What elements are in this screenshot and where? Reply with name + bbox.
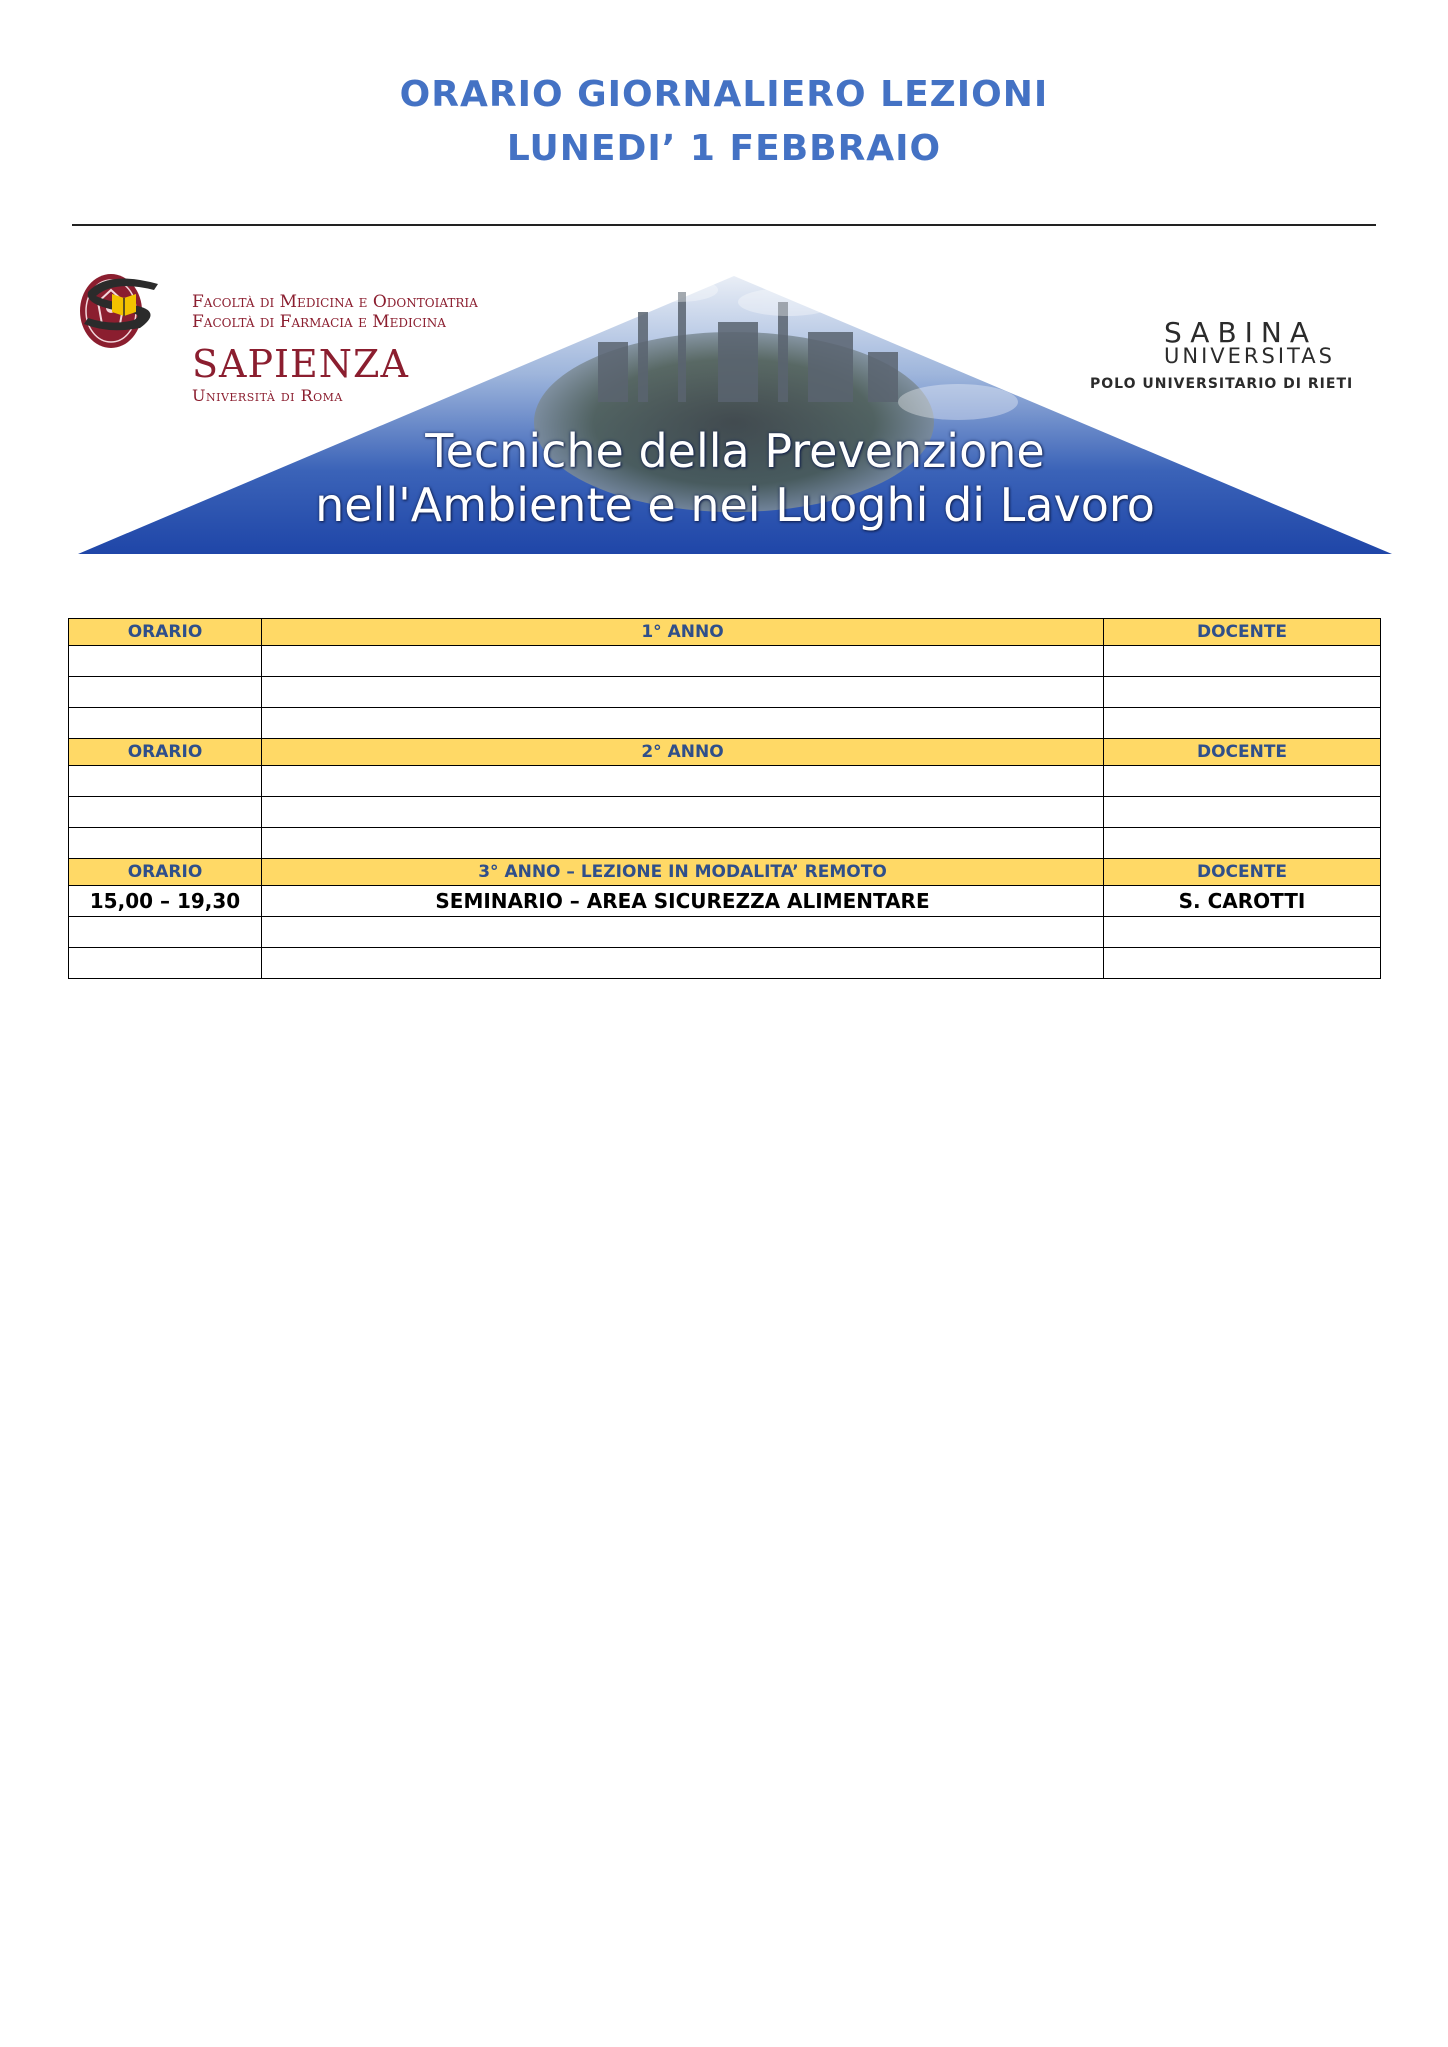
cell-teacher: S. CAROTTI — [1104, 886, 1381, 917]
table-row — [69, 886, 1381, 917]
cell-teacher — [1104, 917, 1381, 948]
cell-time — [69, 646, 262, 677]
header-teacher: DOCENTE — [1104, 859, 1381, 886]
cell-subject — [262, 766, 1104, 797]
cell-teacher — [1104, 828, 1381, 859]
section-header-year-2 — [69, 739, 1381, 766]
section-header-year-3 — [69, 859, 1381, 886]
cell-time — [69, 797, 262, 828]
course-banner — [78, 272, 1392, 554]
cell-teacher — [1104, 677, 1381, 708]
header-time: ORARIO — [69, 859, 262, 886]
table-row — [69, 708, 1381, 739]
cell-subject — [262, 708, 1104, 739]
schedule-table — [68, 618, 1381, 979]
header-teacher: DOCENTE — [1104, 739, 1381, 766]
cell-time: 15,00 – 19,30 — [69, 886, 262, 917]
cell-subject — [262, 917, 1104, 948]
cell-subject: SEMINARIO – AREA SICUREZZA ALIMENTARE — [262, 886, 1104, 917]
cell-time — [69, 828, 262, 859]
header-year: 1° ANNO — [262, 619, 1104, 646]
table-row — [69, 677, 1381, 708]
header-year: 2° ANNO — [262, 739, 1104, 766]
cell-subject — [262, 677, 1104, 708]
cell-time — [69, 677, 262, 708]
table-row — [69, 917, 1381, 948]
cell-time — [69, 708, 262, 739]
faculty-line-1: Facoltà di Medicina e Odontoiatria — [192, 292, 478, 312]
table-row — [69, 828, 1381, 859]
cell-teacher — [1104, 646, 1381, 677]
cell-teacher — [1104, 708, 1381, 739]
page-title: ORARIO GIORNALIERO LEZIONI — [399, 74, 1049, 115]
sabina-tagline: POLO UNIVERSITARIO DI RIETI — [1090, 376, 1354, 392]
cell-subject — [262, 948, 1104, 979]
cell-subject — [262, 797, 1104, 828]
sapienza-logo-text: SAPIENZA — [192, 342, 409, 386]
cell-teacher — [1104, 948, 1381, 979]
sabina-logo-text: SABINA — [1164, 316, 1318, 349]
cell-teacher — [1104, 797, 1381, 828]
cell-time — [69, 917, 262, 948]
course-title-line-2: nell'Ambiente e nei Luoghi di Lavoro — [315, 478, 1155, 532]
sabina-book-icon — [78, 272, 168, 332]
faculty-line-2: Facoltà di Farmacia e Medicina — [192, 312, 446, 332]
table-row — [69, 766, 1381, 797]
divider-line — [72, 224, 1376, 226]
header-time: ORARIO — [69, 619, 262, 646]
table-row — [69, 646, 1381, 677]
course-title-line-1: Tecniche della Prevenzione — [425, 424, 1045, 478]
section-header-year-1 — [69, 619, 1381, 646]
cell-subject — [262, 646, 1104, 677]
cell-time — [69, 766, 262, 797]
cell-teacher — [1104, 766, 1381, 797]
sabina-subtitle: UNIVERSITAS — [1164, 344, 1335, 368]
table-row — [69, 797, 1381, 828]
cell-subject — [262, 828, 1104, 859]
page-date: LUNEDI’ 1 FEBBRAIO — [506, 128, 942, 169]
table-row — [69, 948, 1381, 979]
cell-time — [69, 948, 262, 979]
sapienza-subtitle: Università di Roma — [192, 386, 343, 405]
header-time: ORARIO — [69, 739, 262, 766]
header-year: 3° ANNO – LEZIONE IN MODALITA’ REMOTO — [262, 859, 1104, 886]
header-teacher: DOCENTE — [1104, 619, 1381, 646]
